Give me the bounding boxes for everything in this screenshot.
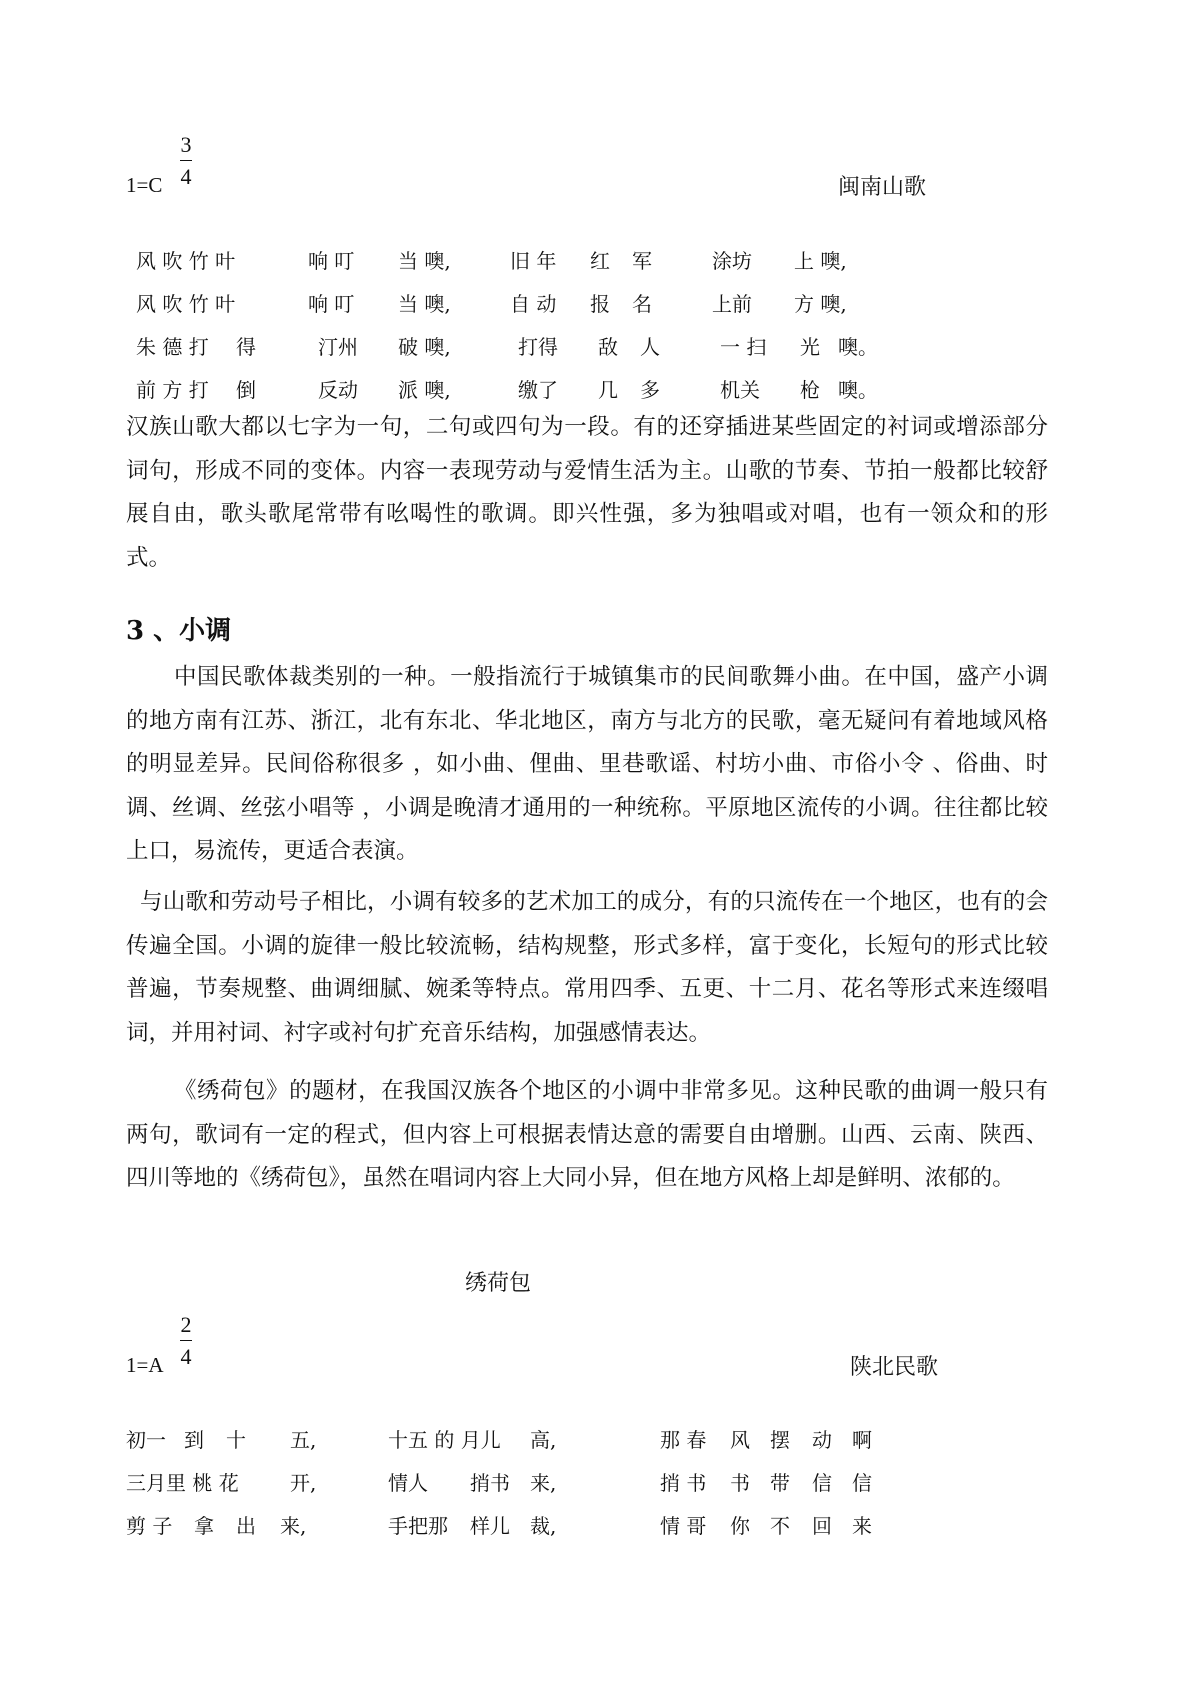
lyric-word: 缴了 [518, 378, 558, 402]
lyric-word: 上前 [712, 292, 752, 316]
lyric-word: 一 扫 [720, 335, 767, 359]
paragraph-xiaodiao-intro: 中国民歌体裁类别的一种。一般指流行于城镇集市的民间歌舞小曲。在中国，盛产小调的地方南有江苏、浙江，北有东北、华北地区，南方与北方的民歌，毫无疑问有着地域风格的明显差异。民间俗称很多 ，如小曲、俚曲、里巷歌谣、村坊小曲、市俗小令 、俗曲、时调、丝调、丝弦小唱等 ，小调是晚清才通用的一种统称。平原地区流传的小调。往往都比较上口，易流传，更适合表演。 [126, 664, 1048, 864]
lyric-word: 出 [236, 1514, 256, 1538]
lyric-word: 反动 [318, 378, 358, 402]
lyric-word: 几 [598, 378, 618, 402]
lyric-word: 来, [280, 1514, 307, 1538]
song-origin: 闽南山歌 [838, 175, 927, 200]
time-signature-bar [180, 1340, 192, 1341]
lyric-word: 风 吹 竹 叶 [136, 292, 236, 316]
lyric-word: 那 春 [660, 1428, 707, 1452]
key-signature: 1=C [126, 173, 163, 197]
lyric-word: 倒 [236, 378, 256, 402]
lyric-word: 得 [236, 335, 256, 359]
paragraph-xiuhebao: 《绣荷包》的题材，在我国汉族各个地区的小调中非常多见。这种民歌的曲调一般只有两句，歌词有一定的程式，但内容上可根据表情达意的需要自由增删。山西、云南、陕西、四川等地的《绣荷包》，虽然在唱词内容上大同小异，但在地方风格上却是鲜明、浓郁的。 [126, 1078, 1048, 1191]
lyric-word: 信 [852, 1471, 872, 1495]
lyric-word: 回 [812, 1514, 832, 1538]
time-signature-bottom: 4 [180, 164, 192, 189]
lyric-word: 摆 [770, 1428, 790, 1452]
lyric-word: 响 叮 [308, 292, 355, 316]
lyric-word: 报 [590, 292, 610, 316]
lyric-word: 方 噢, [794, 292, 847, 316]
lyric-word: 风 [730, 1428, 750, 1452]
lyric-word: 朱 德 打 [136, 335, 209, 359]
lyric-word: 样儿 [470, 1514, 510, 1538]
lyric-word: 情 哥 [660, 1514, 707, 1538]
lyric-word: 捎 书 [660, 1471, 707, 1495]
lyric-word: 高, [530, 1428, 557, 1452]
lyric-word: 风 吹 竹 叶 [136, 249, 236, 273]
lyric-word: 机关 [720, 378, 760, 402]
lyric-word: 红 [590, 249, 610, 273]
lyric-word: 不 [770, 1514, 790, 1538]
section-heading: 3 、小调 [126, 616, 232, 646]
lyric-word: 派 噢, [398, 378, 451, 402]
lyric-word: 动 [812, 1428, 832, 1452]
lyric-word: 响 叮 [308, 249, 355, 273]
lyric-word: 噢。 [838, 335, 878, 359]
time-signature-bottom: 4 [180, 1344, 192, 1369]
lyric-word: 初一 [126, 1428, 166, 1452]
lyric-word: 当 噢, [398, 249, 451, 273]
lyric-word: 军 [632, 249, 652, 273]
lyric-word: 敌 [598, 335, 618, 359]
lyric-word: 情人 [388, 1471, 428, 1495]
lyric-word: 汀州 [318, 335, 358, 359]
lyric-word: 来 [852, 1514, 872, 1538]
lyric-word: 前 方 打 [136, 378, 209, 402]
lyric-word: 多 [640, 378, 660, 402]
song-origin: 陕北民歌 [850, 1355, 939, 1380]
lyric-word: 自 动 [510, 292, 557, 316]
lyric-word: 打得 [518, 335, 558, 359]
lyric-word: 你 [730, 1514, 750, 1538]
lyric-word: 书 [730, 1471, 750, 1495]
lyric-word: 五, [290, 1428, 317, 1452]
lyric-word: 捎书 [470, 1471, 510, 1495]
time-signature-top: 2 [180, 1312, 192, 1337]
lyric-word: 来, [530, 1471, 557, 1495]
lyric-word: 十五 的 月儿 [388, 1428, 501, 1452]
time-signature-bar [180, 160, 192, 161]
lyric-word: 光 [800, 335, 820, 359]
lyric-word: 枪 [800, 378, 820, 402]
lyric-word: 十 [226, 1428, 246, 1452]
lyric-word: 人 [640, 335, 660, 359]
lyric-word: 啊 [852, 1428, 872, 1452]
lyric-word: 噢。 [838, 378, 878, 402]
lyric-word: 名 [632, 292, 652, 316]
lyric-word: 到 [184, 1428, 204, 1452]
paragraph-xiaodiao-features: 与山歌和劳动号子相比，小调有较多的艺术加工的成分，有的只流传在一个地区，也有的会传遍全国。小调的旋律一般比较流畅，结构规整，形式多样，富于变化，长短句的形式比较普遍，节奏规整、曲调细腻、婉柔等特点。常用四季、五更、十二月、花名等形式来连缀唱词，并用衬词、衬字或衬句扩充音乐结构，加强感情表达。 [126, 889, 1048, 1046]
lyric-word: 裁, [530, 1514, 557, 1538]
lyric-word: 剪 子 [126, 1514, 173, 1538]
lyric-word: 涂坊 [712, 249, 752, 273]
lyric-word: 带 [770, 1471, 790, 1495]
lyric-word: 旧 年 [510, 249, 557, 273]
lyric-word: 手把那 [388, 1514, 448, 1538]
song-title: 绣荷包 [465, 1271, 532, 1296]
lyric-word: 信 [812, 1471, 832, 1495]
key-signature: 1=A [126, 1353, 164, 1377]
lyric-word: 开, [290, 1471, 317, 1495]
lyric-word: 三月里 桃 花 [126, 1471, 239, 1495]
paragraph-shange: 汉族山歌大都以七字为一句，二句或四句为一段。有的还穿插进某些固定的衬词或增添部分词句，形成不同的变体。内容一表现劳动与爱情生活为主。山歌的节奏、节拍一般都比较舒展自由，歌头歌尾常带有吆喝性的歌调。即兴性强，多为独唱或对唱，也有一领众和的形式。 [126, 414, 1048, 571]
time-signature-top: 3 [180, 132, 192, 157]
lyric-word: 拿 [194, 1514, 214, 1538]
lyric-word: 上 噢, [794, 249, 847, 273]
lyric-word: 破 噢, [398, 335, 451, 359]
lyric-word: 当 噢, [398, 292, 451, 316]
